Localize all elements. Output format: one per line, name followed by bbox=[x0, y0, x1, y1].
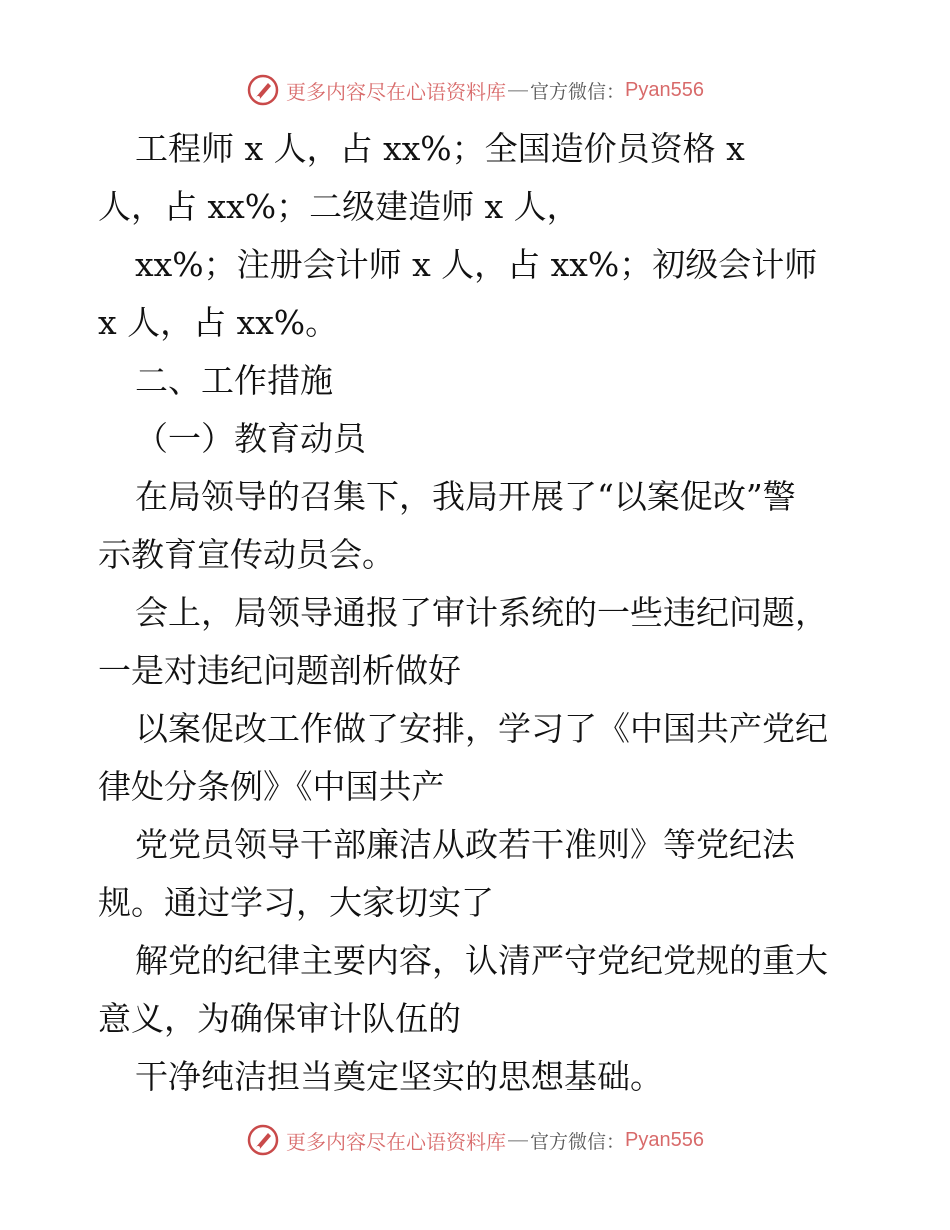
paragraph-line: 以案促改工作做了安排，学习了《中国共产党纪 bbox=[135, 709, 828, 748]
paragraph-line: 规。通过学习，大家切实了 bbox=[98, 883, 494, 922]
watermark-id: Pyan556 bbox=[625, 1128, 704, 1151]
paragraph-line: 示教育宣传动员会。 bbox=[98, 535, 395, 574]
subsection-heading: （一）教育动员 bbox=[135, 419, 366, 458]
watermark-text: 更多内容尽在心语资料库 bbox=[286, 1131, 506, 1154]
watermark-label: 官方微信： bbox=[530, 1131, 626, 1153]
paragraph-line: 人，占 xx%；二级建造师 x 人， bbox=[98, 187, 580, 226]
watermark-separator: — bbox=[508, 1128, 528, 1151]
paragraph-line: x 人，占 xx%。 bbox=[98, 303, 339, 342]
paragraph-line: 干净纯洁担当奠定坚实的思想基础。 bbox=[135, 1057, 663, 1096]
paragraph-line: 会上，局领导通报了审计系统的一些违纪问题， bbox=[135, 593, 828, 632]
watermark-label: 官方微信： bbox=[530, 81, 626, 103]
paragraph-line: 工程师 x 人，占 xx%；全国造价员资格 x bbox=[135, 129, 745, 168]
watermark-text: 更多内容尽在心语资料库 bbox=[286, 81, 506, 104]
paragraph-line: xx%；注册会计师 x 人，占 xx%；初级会计师 bbox=[135, 245, 818, 284]
footer-watermark bbox=[0, 1120, 950, 1160]
paragraph-line: 一是对违纪问题剖析做好 bbox=[98, 651, 461, 690]
paragraph-line: 意义，为确保审计队伍的 bbox=[98, 999, 461, 1038]
paragraph-line: 在局领导的召集下，我局开展了“以案促改”警 bbox=[135, 477, 796, 516]
watermark-id: Pyan556 bbox=[625, 78, 704, 101]
paragraph-line: 党党员领导干部廉洁从政若干准则》等党纪法 bbox=[135, 825, 795, 864]
section-heading: 二、工作措施 bbox=[135, 361, 333, 400]
header-watermark bbox=[0, 70, 950, 110]
paragraph-line: 律处分条例》《中国共产 bbox=[98, 767, 445, 806]
watermark-separator: — bbox=[508, 78, 528, 101]
pen-nib-logo-icon bbox=[246, 1123, 280, 1157]
paragraph-line: 解党的纪律主要内容，认清严守党纪党规的重大 bbox=[135, 941, 828, 980]
pen-nib-logo-icon bbox=[246, 73, 280, 107]
